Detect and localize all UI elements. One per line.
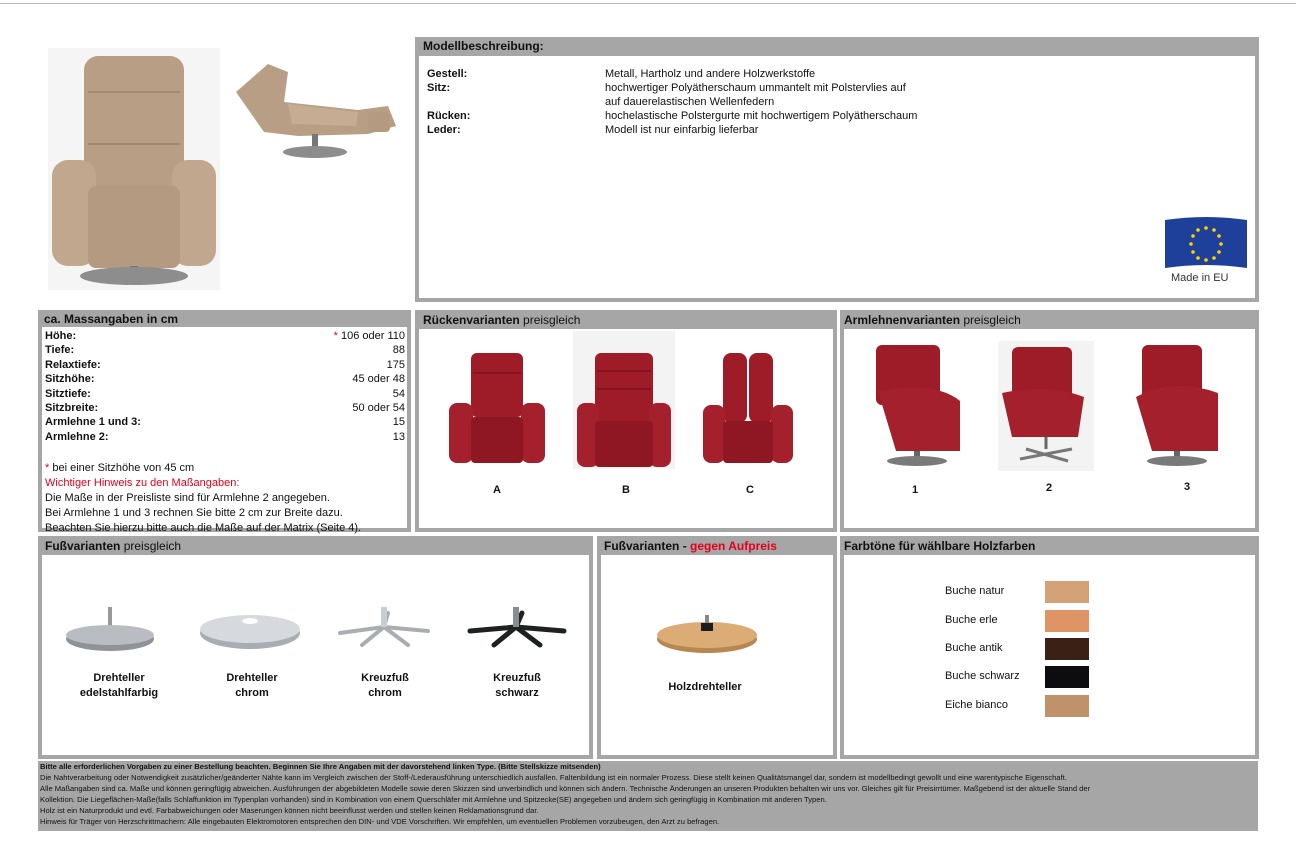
foot-item-line1: Drehteller <box>93 672 145 684</box>
foot-surcharge-body <box>601 555 833 755</box>
measure-label: Höhe: <box>45 330 77 342</box>
foot-wood-disc-image <box>655 611 759 657</box>
back-variant-c-image <box>699 347 799 467</box>
model-row-value: hochwertiger Polyätherschaum ummantelt mit Polstervlies auf <box>605 82 906 94</box>
footnote-text: bei einer Sitzhöhe von 45 cm <box>49 462 195 474</box>
measure-value: 50 oder 54 <box>352 401 405 414</box>
footer-line: Holz ist ein Naturprodukt und evtl. Farbabweichungen oder Maserungen können nicht beeinflusst werden und stellen keinen Reklamationsgrund dar. <box>40 806 539 815</box>
measure-label: Sitzhöhe: <box>45 373 95 386</box>
wood-color-name: Buche erle <box>945 614 998 626</box>
chair-front-photo <box>48 48 220 290</box>
foot-surcharge-title <box>604 539 777 553</box>
measure-label: Sitzbreite: <box>45 401 99 414</box>
arm-variants-title-rest: preisgleich <box>960 313 1021 327</box>
model-row-value: hochelastische Polstergurte mit hochwertigem Polyätherschaum <box>605 110 918 122</box>
back-variant-b-image <box>573 331 675 469</box>
back-variant-a-image <box>445 347 549 467</box>
model-description-body <box>419 56 1255 298</box>
measures-table <box>45 329 405 444</box>
wood-color-name: Buche natur <box>945 585 1005 597</box>
foot-disc-chrome-image <box>198 603 302 655</box>
foot-item-label <box>452 671 582 701</box>
foot-item-line2: edelstahlfarbig <box>79 687 159 699</box>
arm-variant-2-image <box>998 341 1094 471</box>
foot-item-line1: Kreuzfuß <box>493 672 541 684</box>
model-row-label: Leder: <box>427 124 461 136</box>
foot-variants-title-bold: Fußvarianten <box>45 539 121 553</box>
footnote-star: * <box>45 462 50 474</box>
measure-value-wrap <box>334 329 405 343</box>
measures-hint-title: Wichtiger Hinweis zu den Maßangaben: <box>45 477 240 489</box>
arm-variant-1-label: 1 <box>911 484 919 496</box>
measure-value: 15 <box>392 416 405 429</box>
back-variants-title-rest: preisgleich <box>519 313 581 327</box>
arm-variant-2-label: 2 <box>1045 482 1053 494</box>
foot-variants-title <box>45 539 181 553</box>
made-in-eu-label: Made in EU <box>1171 272 1229 284</box>
foot-disc-steel-image <box>64 603 156 655</box>
foot-item-line2: chrom <box>235 687 269 699</box>
measure-label: Relaxtiefe: <box>45 358 101 371</box>
back-variant-a-label: A <box>493 484 501 496</box>
back-variants-title <box>423 313 580 327</box>
measure-label: Armlehne 2: <box>45 430 109 443</box>
model-row-label: Sitz: <box>427 82 451 94</box>
wood-swatch-eiche-bianco <box>1045 695 1089 717</box>
foot-item-line2: schwarz <box>495 687 539 699</box>
wood-color-name: Eiche bianco <box>945 699 1008 711</box>
model-row-value: auf dauerelastischen Wellenfedern <box>605 96 775 108</box>
measures-title: ca. Massangaben in cm <box>44 312 179 326</box>
arm-variants-title <box>844 313 1021 327</box>
model-row-value: Modell ist nur einfarbig lieferbar <box>605 124 759 136</box>
footer-order-hint: Bitte alle erforderlichen Vorgaben zu einer Bestellung beachten. Beginnen Sie Ihre Angaben mit der davorstehend linken Type. (Bitte Stellskizze mitsenden) <box>40 762 601 771</box>
arm-variants-body <box>844 329 1255 528</box>
wood-swatch-buche-erle <box>1045 610 1089 632</box>
arm-variant-1-image <box>876 341 966 469</box>
model-description-panel <box>415 37 1259 302</box>
wood-swatch-buche-schwarz <box>1045 666 1089 688</box>
foot-surcharge-panel <box>597 536 837 759</box>
model-description-title: Modellbeschreibung: <box>423 39 544 53</box>
measures-body <box>42 327 407 534</box>
wood-colors-body <box>844 555 1255 755</box>
foot-variants-body <box>42 555 589 755</box>
wood-color-name: Buche schwarz <box>945 670 1020 682</box>
measures-hint-line: Beachten Sie hierzu bitte auch die Maße auf der Matrix (Seite 4). <box>45 522 362 534</box>
footer-line: Kollektion. Die Liegeflächen-Maße(falls Schlaffunktion im Typenplan vorhanden) sind in Kombination von einem Querschläfer mit Armlehne und Spitzecke(SE) angegeben und ändern sich geringfügig in Kombination mit anderen Typen. <box>40 795 827 804</box>
measures-footnote <box>45 462 194 474</box>
footer-line: Hinweis für Träger von Herzschrittmachern: Alle eingebauten Elektromotoren entsprechen den DIN- und VDE Vorschriften. Wir empfehlen, um eventuellen Problemen vorzubeugen, den Arzt zu befragen. <box>40 817 720 826</box>
arm-variants-title-bold: Armlehnenvarianten <box>844 313 961 327</box>
footer-line: Die Nahtverarbeitung oder Notwendigkeit zusätzlicher/geänderter Nähte kann im Vergleich zwischen der Stoff-/Lederausführung unterschiedlich ausfallen. Faltenbildung ist ein normaler Prozess. Diese stellt keinen Qualitätsmangel dar, sondern ist modellbedingt gewollt und eine warentypische Eigenschaft. <box>40 773 1067 782</box>
measure-star: * <box>333 330 338 342</box>
measure-label: Armlehne 1 und 3: <box>45 416 141 429</box>
foot-cross-chrome-image <box>332 605 436 655</box>
foot-item-label <box>187 671 317 701</box>
footer-notes <box>38 761 1258 831</box>
measures-hint-line: Die Maße in der Preisliste sind für Armlehne 2 angegeben. <box>45 492 330 504</box>
wood-colors-title: Farbtöne für wählbare Holzfarben <box>844 539 1036 553</box>
foot-item-label <box>320 671 450 701</box>
measure-value: 106 oder 110 <box>340 330 405 342</box>
measure-label: Sitztiefe: <box>45 387 91 400</box>
wood-swatch-buche-antik <box>1045 638 1089 660</box>
measure-value: 45 oder 48 <box>352 373 405 386</box>
measure-value: 13 <box>392 430 405 443</box>
foot-item-line2: chrom <box>368 687 402 699</box>
model-row-value: Metall, Hartholz und andere Holzwerkstoffe <box>605 68 816 80</box>
foot-variants-panel <box>38 536 593 759</box>
measure-value: 175 <box>386 358 405 371</box>
back-variants-panel <box>415 310 837 532</box>
back-variants-title-bold: Rückenvarianten <box>423 313 520 327</box>
footer-line: Alle Maßangaben sind ca. Maße und können geringfügig abweichen. Ausführungen der abgebildeten Modelle sowie deren Skizzen sind unverbindlich und können sich ändern. Technische Änderungen an unseren Produkten behalten wir uns vor. Gleiches gilt für Preisirrtümer. Maßgebend ist der aktuelle Stand der <box>40 784 1091 793</box>
measure-row <box>45 329 405 343</box>
arm-variant-3-label: 3 <box>1183 481 1191 493</box>
measure-row <box>45 415 405 429</box>
chair-recline-photo <box>228 52 400 164</box>
foot-item-label <box>54 671 184 701</box>
top-rule <box>0 3 1296 4</box>
measure-row <box>45 430 405 444</box>
arm-variant-3-image <box>1134 341 1224 469</box>
back-variant-b-label: B <box>622 484 630 496</box>
measure-row <box>45 401 405 415</box>
wood-color-name: Buche antik <box>945 642 1003 654</box>
foot-surcharge-title-bold: Fußvarianten <box>604 539 680 553</box>
eu-flag-icon <box>1161 216 1251 272</box>
measure-row <box>45 387 405 401</box>
foot-wood-label: Holzdrehteller <box>668 681 742 693</box>
wood-swatch-buche-natur <box>1045 581 1089 603</box>
measure-row <box>45 372 405 386</box>
measure-value: 88 <box>392 344 405 357</box>
measure-value: 54 <box>392 387 405 400</box>
arm-variants-panel <box>840 310 1259 532</box>
model-row-label: Gestell: <box>427 68 468 80</box>
foot-item-line1: Drehteller <box>226 672 278 684</box>
foot-surcharge-title-red: gegen Aufpreis <box>690 539 777 553</box>
measure-row <box>45 358 405 372</box>
back-variant-c-label: C <box>746 484 754 496</box>
foot-variants-title-rest: preisgleich <box>120 539 182 553</box>
foot-surcharge-title-dash: - <box>679 539 691 553</box>
measure-row <box>45 343 405 357</box>
wood-colors-panel <box>840 536 1259 759</box>
foot-item-line1: Kreuzfuß <box>361 672 409 684</box>
back-variants-body <box>419 329 833 528</box>
model-row-label: Rücken: <box>427 110 471 122</box>
measures-panel <box>38 310 411 532</box>
measures-hint-line: Bei Armlehne 1 und 3 rechnen Sie bitte 2 cm zur Breite dazu. <box>45 507 343 519</box>
measure-label: Tiefe: <box>45 344 75 357</box>
foot-cross-black-image <box>464 605 570 655</box>
